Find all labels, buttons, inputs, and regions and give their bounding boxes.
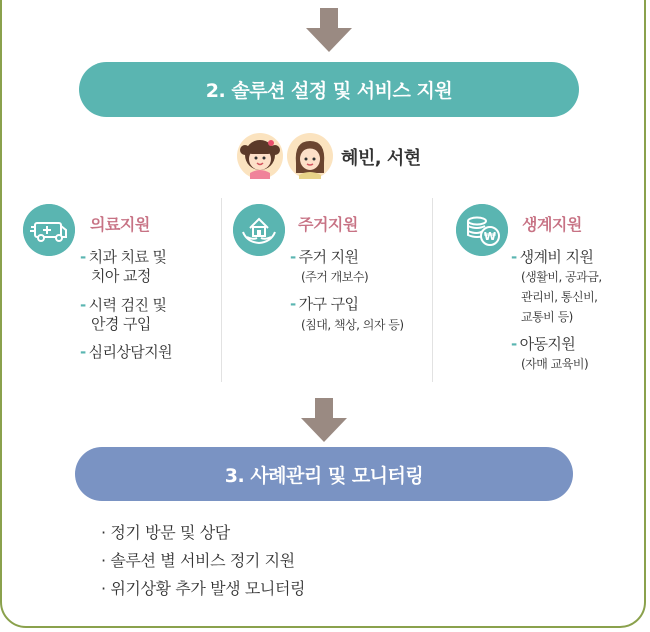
list-item-note: (침대, 책상, 의자 등) [301,318,404,332]
list-item-note: (생활비, 공과금, 관리비, 통신비, 교통비 등) [521,270,602,324]
category-title-housing: 주거지원 [298,215,358,234]
list-item: - 주거 지원 [290,248,359,266]
coins-won-icon [456,204,508,256]
list-item-note: (주거 개보수) [301,270,369,284]
step2-banner: 2. 솔루션 설정 및 서비스 지원 [79,62,579,117]
down-arrow-icon [306,8,352,53]
category-title-livelihood: 생계지원 [522,215,582,234]
step3-banner: 3. 사례관리 및 모니터링 [75,447,573,501]
monitoring-item: · 정기 방문 및 상담 [101,523,230,542]
list-item: - 생계비 지원 [511,248,594,266]
list-item: - 치과 치료 및 치아 교정 [80,248,167,285]
list-item: - 시력 검진 및 안경 구입 [80,296,167,333]
down-arrow-icon [301,398,347,443]
list-item: - 심리상담지원 [80,343,172,361]
house-in-hands-icon [233,204,285,256]
girl-avatar-icon [287,133,333,179]
monitoring-item: · 위기상황 추가 발생 모니터링 [101,579,306,598]
list-item: - 가구 구입 [290,295,359,313]
column-divider [221,198,222,382]
column-divider [432,198,433,382]
girl-avatar-icon [237,133,283,179]
svg-text:₩: ₩ [483,230,497,243]
ambulance-icon [23,204,75,256]
category-title-medical: 의료지원 [90,215,150,234]
client-names: 혜빈, 서현 [341,148,421,169]
list-item: - 아동지원 [511,335,576,353]
list-item-note: (자매 교육비) [521,357,589,371]
monitoring-item: · 솔루션 별 서비스 정기 지원 [101,551,295,570]
